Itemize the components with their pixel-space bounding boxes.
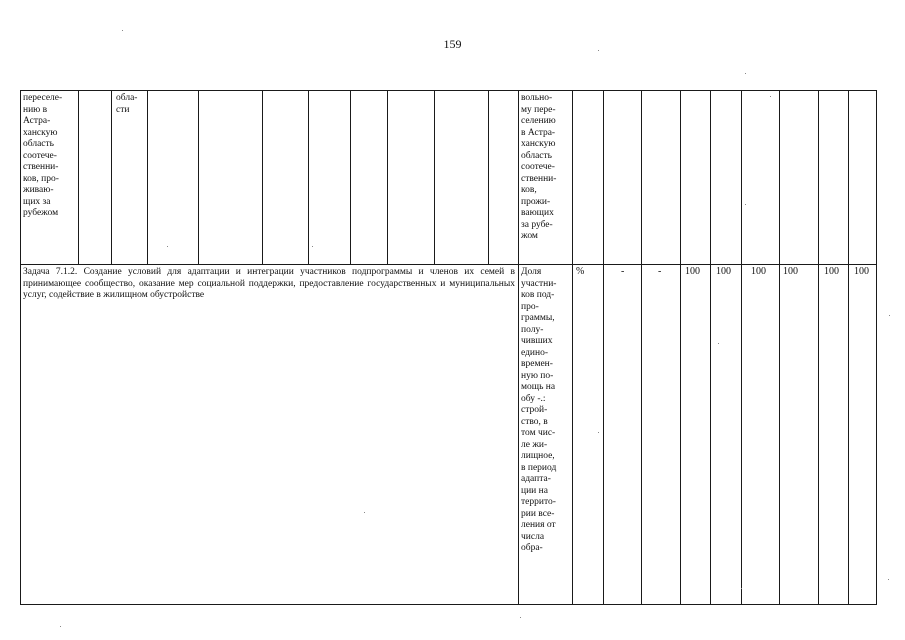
col-line bbox=[848, 90, 849, 605]
scan-speck bbox=[770, 96, 771, 97]
scan-speck bbox=[888, 579, 889, 580]
col-line bbox=[434, 90, 435, 264]
scan-speck bbox=[745, 73, 746, 74]
unit-cell: % bbox=[576, 266, 585, 277]
row1-region-text: обла- сти bbox=[116, 93, 138, 115]
scan-speck bbox=[167, 246, 168, 247]
col-line-indicator-left bbox=[518, 90, 519, 605]
scan-speck bbox=[889, 315, 890, 316]
value-cell-4: 100 bbox=[716, 266, 731, 277]
row1-object-text: переселе- нию в Астра- ханскую область соотече- ственни- ков, про- живаю- щих за рубежом bbox=[23, 93, 63, 218]
col-line bbox=[603, 90, 604, 605]
col-line bbox=[387, 90, 388, 264]
col-line bbox=[350, 90, 351, 264]
col-line bbox=[710, 90, 711, 605]
value-cell-8: 100 bbox=[854, 266, 869, 277]
value-cell-2: - bbox=[658, 266, 662, 277]
col-line bbox=[488, 90, 489, 264]
scan-speck bbox=[312, 246, 313, 247]
col-line bbox=[680, 90, 681, 605]
col-line bbox=[147, 90, 148, 264]
col-line-left bbox=[20, 90, 21, 605]
row-divider bbox=[20, 264, 876, 265]
row1-indicator-text: вольно- му пере- селению в Астра- ханскую область соотече- ственни- ков, прожи- вающих за рубе- жом bbox=[521, 93, 557, 241]
scan-speck bbox=[364, 512, 365, 513]
value-cell-1: - bbox=[621, 266, 625, 277]
col-line bbox=[741, 90, 742, 605]
row2-indicator-text: Доля участни- ков под- про- граммы, полу- чивших едино- времен- ную по- мощь на обу -.: строй- ство, в том чис- ле жи- лищное, в период адапта- ции на террито- рии все- ления от числа обра- bbox=[521, 267, 557, 553]
col-line bbox=[111, 90, 112, 264]
page-number: 159 bbox=[443, 37, 462, 51]
col-line bbox=[779, 90, 780, 605]
col-line bbox=[262, 90, 263, 264]
col-line-right bbox=[876, 90, 877, 605]
table-top-border bbox=[20, 90, 876, 91]
scan-speck bbox=[745, 204, 746, 205]
col-line bbox=[308, 90, 309, 264]
table-bottom-border bbox=[20, 604, 876, 605]
scan-speck bbox=[741, 588, 742, 589]
col-line bbox=[641, 90, 642, 605]
scan-speck bbox=[598, 50, 599, 51]
value-cell-5: 100 bbox=[751, 266, 766, 277]
col-line bbox=[78, 90, 79, 264]
col-line bbox=[818, 90, 819, 605]
scan-speck bbox=[122, 30, 123, 31]
scan-speck bbox=[598, 432, 599, 433]
scan-speck bbox=[520, 617, 521, 618]
value-cell-6: 100 bbox=[783, 266, 798, 277]
scan-speck bbox=[718, 343, 719, 344]
col-line bbox=[198, 90, 199, 264]
col-line bbox=[572, 90, 573, 605]
task-description: Задача 7.1.2. Создание условий для адаптации и интеграции участников подпрограммы и членов их семей в принимающее сообщество, оказание мер социальной поддержки, предоставление государственных и муниципальных услуг, содействие в жилищном обустройстве bbox=[23, 267, 515, 300]
value-cell-3: 100 bbox=[685, 266, 700, 277]
scan-speck bbox=[60, 626, 61, 627]
value-cell-7: 100 bbox=[824, 266, 839, 277]
